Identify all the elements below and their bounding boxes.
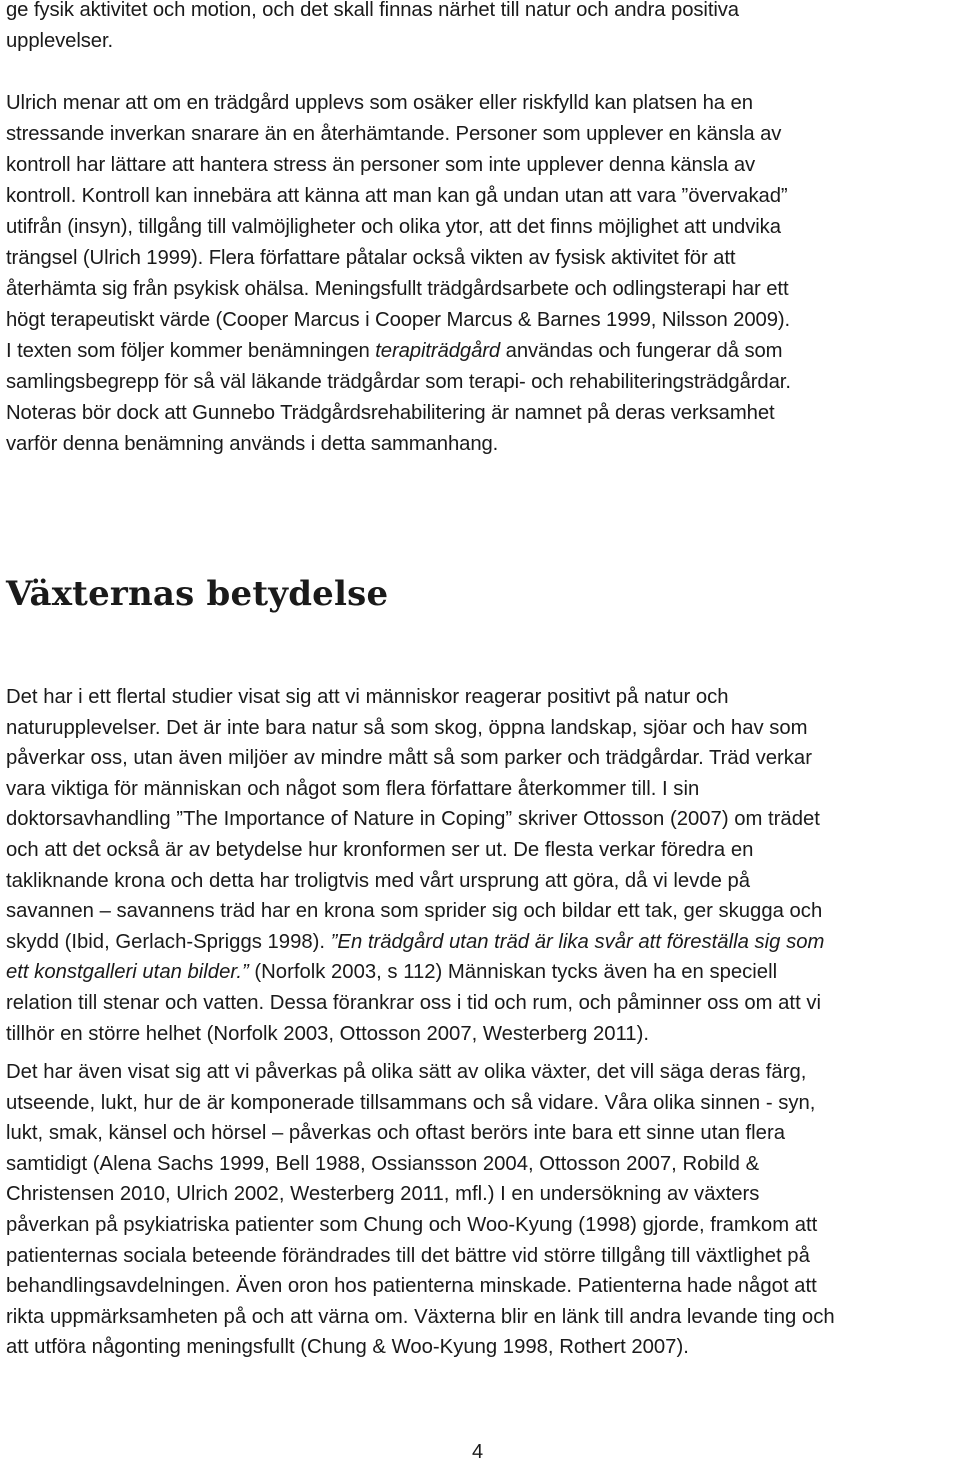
- text-line: stressande inverkan snarare än en återhämtande. Personer som upplever en känsla av: [6, 123, 782, 145]
- paragraph-sinnen: [6, 1057, 954, 1363]
- text-line: relation till stenar och vatten. Dessa förankrar oss i tid och rum, och påminner oss om att vi: [6, 991, 821, 1014]
- paragraph-intro: [6, 0, 954, 460]
- term-emphasis: terapiträdgård: [375, 340, 501, 362]
- text-line: behandlingsavdelningen. Även oron hos patienterna minskade. Patienterna hade något att: [6, 1275, 817, 1298]
- text-line: samlingsbegrepp för så väl läkande trädgårdar som terapi- och rehabiliteringsträdgårdar.: [6, 371, 791, 393]
- text-line: och att det också är av betydelse hur kronformen ser ut. De flesta verkar föredra en: [6, 838, 754, 861]
- text-line: [6, 336, 954, 367]
- text-line: takliknande krona och detta har troligtvis med vårt ursprung att göra, då vi levde på: [6, 869, 751, 892]
- section-heading: Växternas betydelse: [6, 574, 389, 614]
- text-line: savannen – savannens träd har en krona som sprider sig och bildar ett tak, ger skugga och: [6, 900, 823, 923]
- text-line: ge fysik aktivitet och motion, och det skall finnas närhet till natur och andra positiva: [6, 0, 739, 21]
- text-line: Det har i ett flertal studier visat sig att vi människor reagerar positivt på natur och: [6, 686, 729, 708]
- text-line: utifrån (insyn), tillgång till valmöjligheter och olika ytor, att det finns möjlighet att undvika: [6, 216, 781, 238]
- text-line: doktorsavhandling ”The Importance of Nature in Coping” skriver Ottosson (2007) om trädet: [6, 808, 820, 831]
- text-line: lukt, smak, känsel och hörsel – påverkas och oftast berörs inte bara ett sinne utan flera: [6, 1122, 785, 1145]
- text-line: tillhör en större helhet (Norfolk 2003, Ottosson 2007, Westerberg 2011).: [6, 1022, 649, 1045]
- text-line: upplevelser.: [6, 30, 114, 52]
- text-line: kontroll har lättare att hantera stress än personer som inte upplever denna känsla av: [6, 154, 756, 176]
- text-line: påverkar oss, utan även miljöer av mindre mått så som parker och trädgårdar. Träd verkar: [6, 747, 812, 770]
- text-line: utseende, lukt, hur de är komponerade tillsammans och så vidare. Våra olika sinnen - syn,: [6, 1091, 816, 1114]
- text-line: återhämta sig från psykisk ohälsa. Meningsfullt trädgårdsarbete och odlingsterapi har ett: [6, 278, 789, 300]
- text-line: vara viktiga för människan och något som flera författare återkommer till. I sin: [6, 777, 700, 800]
- text-line: [6, 957, 954, 988]
- text-line: Noteras bör dock att Gunnebo Trädgårdsrehabilitering är namnet på deras verksamhet: [6, 402, 775, 424]
- text-line: [6, 927, 954, 958]
- paragraph-vaxter: [6, 682, 954, 1049]
- text-line: samtidigt (Alena Sachs 1999, Bell 1988, Ossiansson 2004, Ottosson 2007, Robild &: [6, 1152, 760, 1175]
- text-line: påverkan på psykiatriska patienter som Chung och Woo-Kyung (1998) gjorde, framkom att: [6, 1213, 818, 1236]
- quote-emphasis: ”En trädgård utan träd är lika svår att föreställa sig som: [330, 930, 825, 953]
- text-line: naturupplevelser. Det är inte bara natur så som skog, öppna landskap, sjöar och hav som: [6, 716, 808, 739]
- text-line: varför denna benämning används i detta sammanhang.: [6, 433, 499, 455]
- text-line: att utföra någonting meningsfullt (Chung & Woo-Kyung 1998, Rothert 2007).: [6, 1336, 689, 1359]
- text-line: patienternas sociala beteende förändrades till det bättre vid större tillgång till växtlighet på: [6, 1244, 810, 1267]
- text-line: trängsel (Ulrich 1999). Flera författare påtalar också vikten av fysisk aktivitet för att: [6, 247, 736, 269]
- text-line: rikta uppmärksamheten på och att värna om. Växterna blir en länk till andra levande ting och: [6, 1305, 835, 1328]
- text-fragment: användas och fungerar då som: [500, 340, 783, 362]
- page-number: 4: [472, 1441, 484, 1463]
- quote-emphasis: ett konstgalleri utan bilder.”: [6, 961, 249, 984]
- blank-line: [6, 57, 954, 88]
- text-line: kontroll. Kontroll kan innebära att känna att man kan gå undan utan att vara ”övervakad”: [6, 185, 788, 207]
- text-fragment: skydd (Ibid, Gerlach-Spriggs 1998).: [6, 930, 331, 953]
- text-line: Christensen 2010, Ulrich 2002, Westerberg 2011, mfl.) I en undersökning av växters: [6, 1183, 760, 1206]
- text-line: Det har även visat sig att vi påverkas på olika sätt av olika växter, det vill säga deras färg,: [6, 1061, 807, 1083]
- text-fragment: (Norfolk 2003, s 112) Människan tycks även ha en speciell: [248, 961, 778, 984]
- text-line: högt terapeutiskt värde (Cooper Marcus i Cooper Marcus & Barnes 1999, Nilsson 2009).: [6, 309, 791, 331]
- text-fragment: I texten som följer kommer benämningen: [6, 340, 376, 362]
- text-line: Ulrich menar att om en trädgård upplevs som osäker eller riskfylld kan platsen ha en: [6, 92, 753, 114]
